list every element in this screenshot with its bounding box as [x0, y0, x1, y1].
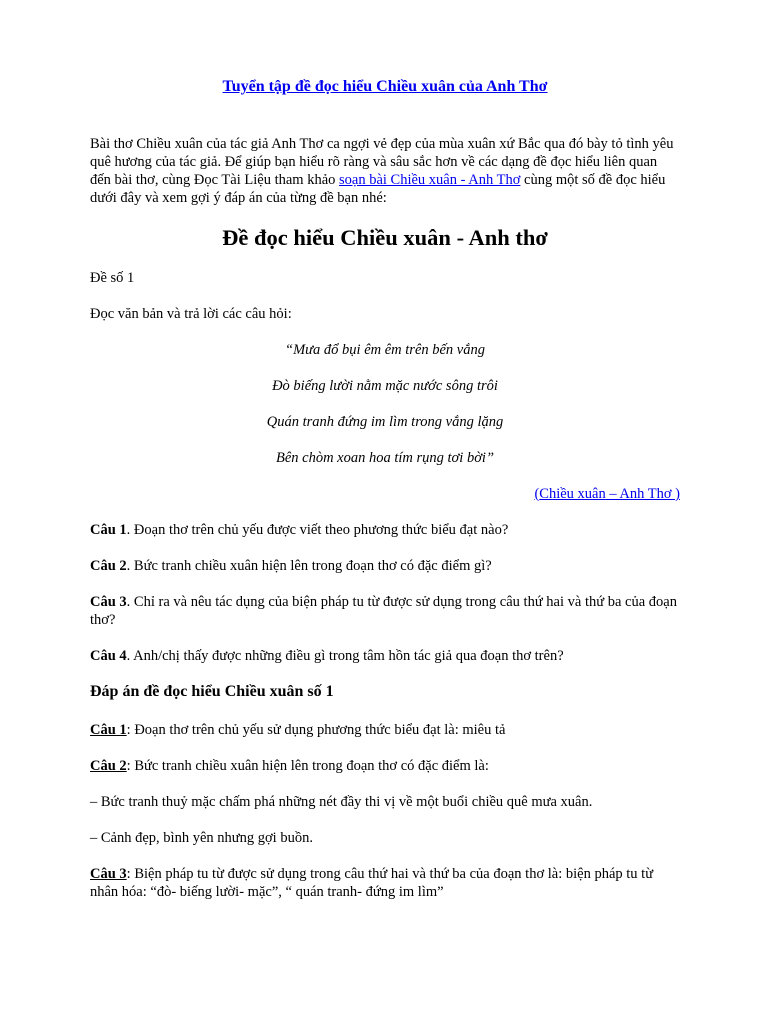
question-4-text: . Anh/chị thấy được những điều gì trong tâm hồn tác giả qua đoạn thơ trên? — [126, 648, 564, 664]
exam-label: Đề số 1 — [90, 270, 135, 286]
intro-paragraph — [90, 135, 680, 207]
source-rest: – Anh Thơ ) — [605, 486, 680, 502]
title-link[interactable]: Tuyển tập đề đọc hiểu Chiều xuân của Anh Thơ — [222, 78, 548, 95]
question-3 — [90, 593, 680, 629]
question-2 — [90, 557, 680, 575]
instruction-text: Đọc văn bản và trả lời các câu hỏi: — [90, 306, 292, 322]
question-1 — [90, 521, 680, 539]
poem-line-3: Quán tranh đứng im lìm trong vắng lặng — [266, 414, 504, 430]
question-4 — [90, 647, 680, 665]
answer-2-bullet-1: – Bức tranh thuỷ mặc chấm phá những nét đầy thi vị về một buổi chiều quê mưa xuân. — [90, 794, 593, 810]
answer-heading: Đáp án đề đọc hiểu Chiều xuân số 1 — [90, 683, 334, 700]
answer-1-text: : Đoạn thơ trên chủ yếu sử dụng phương thức biểu đạt là: miêu tả — [126, 722, 506, 738]
section-heading: Đề đọc hiểu Chiều xuân - Anh thơ — [222, 225, 548, 250]
answer-2 — [90, 757, 680, 775]
poem-line-1: “Mưa đổ bụi êm êm trên bến vắng — [285, 342, 485, 358]
document-title — [90, 78, 680, 96]
answer-1 — [90, 721, 680, 739]
question-1-label: Câu 1 — [90, 522, 127, 538]
answer-3-text: : Biện pháp tu từ được sử dụng trong câu thứ hai và thứ ba của đoạn thơ là: biện pháp tu từ nhân hóa: “đò- biếng lười- mặc”, “ quán tranh- đứng im lìm” — [90, 866, 654, 900]
question-1-text: . Đoạn thơ trên chủ yếu được viết theo phương thức biểu đạt nào? — [126, 522, 509, 538]
intro-text-before: Bài thơ Chiều xuân của tác giả Anh Thơ ca ngợi vẻ đẹp của mùa xuân xứ Bắc qua đó bày tỏ tình yêu quê hương của tác giả. Để giúp bạn hiểu rõ ràng và sâu sắc hơn về các dạng đề đọc hiểu liên quan đến bài thơ, cùng Đọc Tài Liệu tham khảo — [90, 136, 674, 188]
question-4-label: Câu 4 — [90, 648, 127, 664]
question-3-text: . Chỉ ra và nêu tác dụng của biện pháp tu từ được sử dụng trong câu thứ hai và thứ ba của đoạn thơ? — [90, 594, 677, 628]
answer-3 — [90, 865, 680, 901]
question-3-label: Câu 3 — [90, 594, 127, 610]
question-2-label: Câu 2 — [90, 558, 127, 574]
answer-2-label: Câu 2 — [90, 758, 127, 774]
answer-3-label: Câu 3 — [90, 866, 127, 882]
intro-link[interactable]: soạn bài Chiều xuân - Anh Thơ — [339, 172, 521, 188]
answer-2-text: : Bức tranh chiều xuân hiện lên trong đoạn thơ có đặc điểm là: — [126, 758, 489, 774]
poem-source — [90, 485, 680, 503]
intro-text-after: cùng một số đề đọc hiểu dưới đây và xem gợi ý đáp án của từng đề bạn nhé: — [90, 172, 666, 206]
answer-1-label: Câu 1 — [90, 722, 127, 738]
answer-2-bullet-2: – Cảnh đẹp, bình yên nhưng gợi buồn. — [90, 830, 313, 846]
source-link[interactable]: Chiều xuân — [539, 486, 606, 502]
question-2-text: . Bức tranh chiều xuân hiện lên trong đoạn thơ có đặc điểm gì? — [126, 558, 492, 574]
poem-line-2: Đò biếng lười nằm mặc nước sông trôi — [272, 378, 498, 394]
source-open: ( — [534, 486, 540, 502]
poem-line-4: Bên chòm xoan hoa tím rụng tơi bời” — [275, 450, 495, 466]
